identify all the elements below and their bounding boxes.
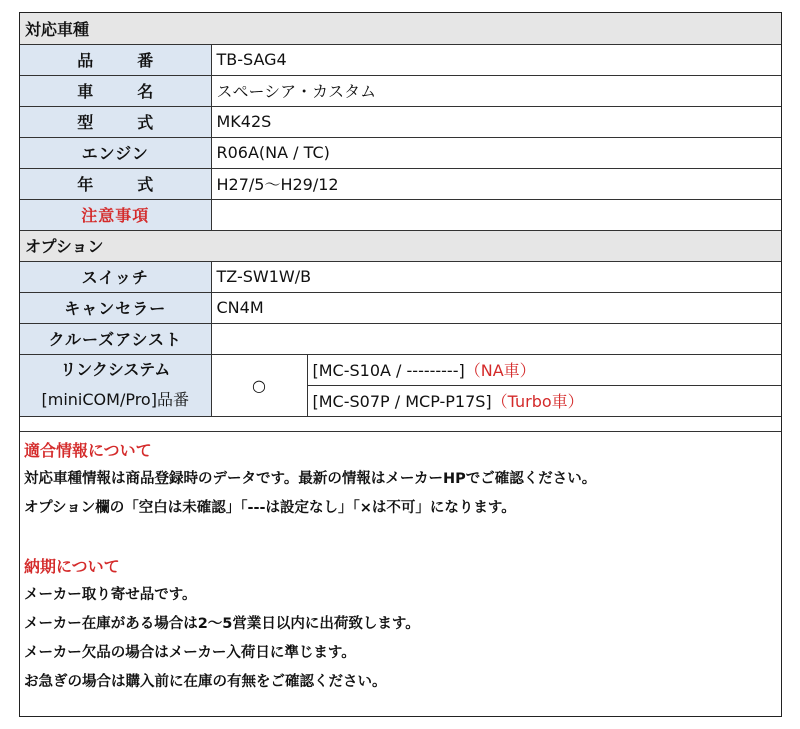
row-value-cruise-assist xyxy=(211,323,781,354)
table-row xyxy=(20,292,781,323)
row-value-canceller: CN4M xyxy=(211,292,781,323)
table-row xyxy=(20,323,781,354)
link-system-item xyxy=(307,354,781,385)
row-label-model: 型 式 xyxy=(20,106,211,137)
link-system-note: （NA車） xyxy=(464,361,536,380)
row-value-part-number: TB-SAG4 xyxy=(211,44,781,75)
link-system-label-line2: [miniCOM/Pro]品番 xyxy=(41,390,189,409)
row-value-notes xyxy=(211,199,781,230)
row-label-notes: 注意事項 xyxy=(20,199,211,230)
row-value-year: H27/5〜H29/12 xyxy=(211,168,781,199)
table-row xyxy=(20,106,781,137)
link-system-label xyxy=(20,354,211,416)
row-value-car-name: スペーシア・カスタム xyxy=(211,75,781,106)
delivery-line: メーカー在庫がある場合は2〜5営業日以内に出荷致します。 xyxy=(24,616,420,632)
link-system-mark: ○ xyxy=(211,354,307,416)
row-label-switch: スイッチ xyxy=(20,261,211,292)
row-label-year: 年 式 xyxy=(20,168,211,199)
link-system-note: （Turbo車） xyxy=(491,392,584,411)
row-value-model: MK42S xyxy=(211,106,781,137)
table-row xyxy=(20,354,781,385)
row-label-canceller: キャンセラー xyxy=(20,292,211,323)
row-label-part-number: 品 番 xyxy=(20,44,211,75)
info-panel xyxy=(20,431,781,697)
row-label-cruise-assist: クルーズアシスト xyxy=(20,323,211,354)
row-label-car-name: 車 名 xyxy=(20,75,211,106)
link-system-code: [MC-S07P / MCP-P17S] xyxy=(312,392,492,411)
fit-info-heading: 適合情報について xyxy=(24,441,152,460)
row-value-engine: R06A(NA / TC) xyxy=(211,137,781,168)
spacer xyxy=(24,523,777,552)
vehicle-section-title: 対応車種 xyxy=(20,13,781,44)
link-system-item xyxy=(307,385,781,416)
delivery-line: メーカー取り寄せ品です。 xyxy=(24,587,197,603)
table-row xyxy=(20,44,781,75)
fit-info-line: オプション欄の「空白は未確認」「---は設定なし」「×は不可」になります。 xyxy=(24,500,516,516)
table-row xyxy=(20,199,781,230)
option-section-row xyxy=(20,230,781,261)
row-label-engine: エンジン xyxy=(20,137,211,168)
delivery-line: メーカー欠品の場合はメーカー入荷日に準じます。 xyxy=(24,645,356,661)
table-row xyxy=(20,168,781,199)
table-row xyxy=(20,75,781,106)
row-value-switch: TZ-SW1W/B xyxy=(211,261,781,292)
option-section-title: オプション xyxy=(20,230,781,261)
table-row xyxy=(20,137,781,168)
spec-sheet xyxy=(19,12,782,717)
link-system-code: [MC-S10A / ---------] xyxy=(312,361,465,380)
spec-table xyxy=(20,13,781,417)
vehicle-section-row xyxy=(20,13,781,44)
link-system-label-line1: リンクシステム xyxy=(60,360,171,379)
delivery-heading: 納期について xyxy=(24,557,120,576)
table-row xyxy=(20,261,781,292)
delivery-line: お急ぎの場合は購入前に在庫の有無をご確認ください。 xyxy=(24,674,387,690)
fit-info-line: 対応車種情報は商品登録時のデータです。最新の情報はメーカーHPでご確認ください。 xyxy=(24,471,597,487)
